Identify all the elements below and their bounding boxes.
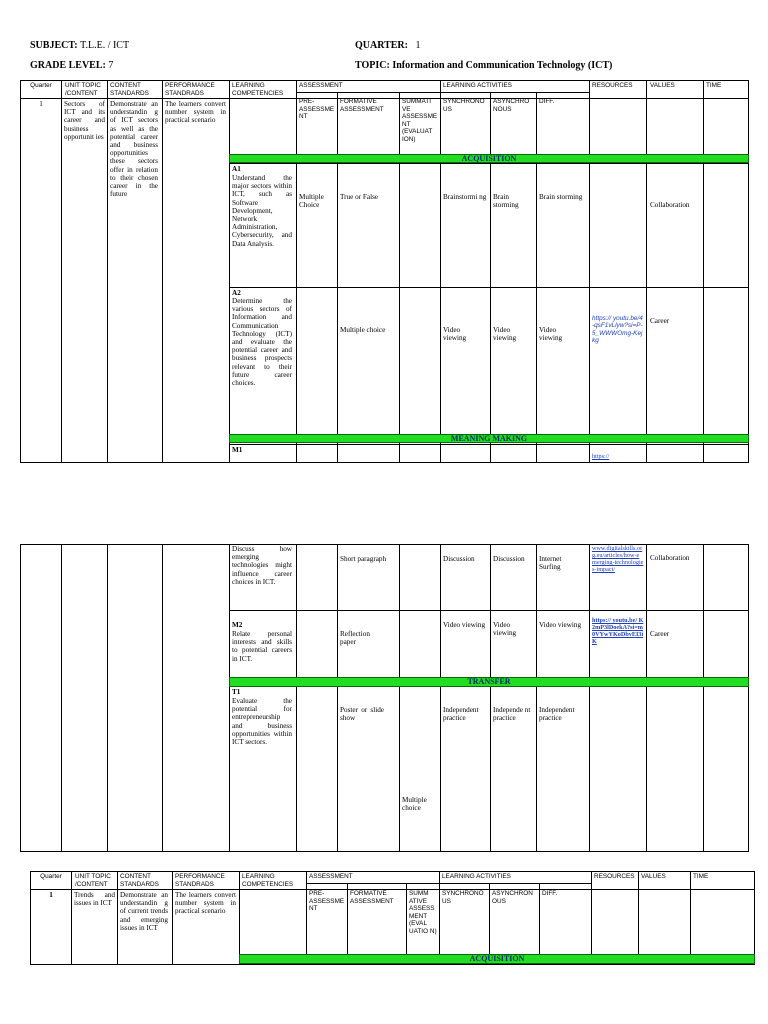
quarter-value-cell: 1	[49, 891, 53, 899]
th-learning-activities: LEARNING ACTIVITIES	[442, 873, 511, 880]
t1-diff: Independent practice	[539, 706, 575, 723]
th-performance-standards: PERFORMANCE STANDRADS	[165, 82, 215, 97]
th-performance-standards: PERFORMANCE STANDRADS	[175, 873, 225, 888]
th-formative: FORMATIVE ASSESSMENT	[350, 890, 394, 905]
acquisition-band: ACQUISITION	[229, 154, 749, 163]
m2-formative: Reflection paper	[340, 630, 370, 647]
acquisition-band: ACQUISITION	[239, 954, 755, 964]
th-unit-topic: UNIT TOPIC /CONTENT	[65, 82, 101, 97]
th-learning-competencies: LEARNING COMPETENCIES	[242, 873, 294, 888]
a1-pre-assessment: Multiple Choice	[299, 193, 324, 210]
th-time: TIME	[693, 873, 709, 880]
col-line	[239, 871, 240, 965]
grade-label: GRADE LEVEL:	[30, 60, 106, 71]
th-time: TIME	[706, 82, 722, 89]
col-line	[439, 871, 440, 965]
subject-label: SUBJECT:	[30, 40, 78, 51]
content-standard-cell: Demonstrate an understandin g of ICT sectors as well as the potential career and business opportunities these sectors offer in relation to their chosen career in the future	[110, 100, 158, 199]
th-summative: SUMM ATIVE ASSESS MENT (EVAL UATIO N)	[409, 890, 437, 935]
a2-value: Career	[650, 317, 670, 325]
th-assessment: ASSESSMENT	[299, 82, 343, 89]
row-line	[30, 871, 754, 872]
m2-diff: Video viewing	[539, 621, 582, 629]
th-quarter: Quarter	[30, 82, 52, 89]
a1-competency: Understand the major sectors within ICT, such as Software Development, Network Administration, Cybersecurity, and Data Analysis.	[232, 174, 292, 248]
m1-resource-link[interactable]: www.digitalskills.org.eu/articles/how-emerging-technologies-impact/	[592, 545, 644, 573]
col-line	[172, 871, 173, 965]
th-resources: RESOURCES	[592, 82, 633, 89]
a2-diff: Video viewing	[539, 326, 563, 343]
m1-synchronous: Discussion	[443, 555, 475, 563]
col-line	[71, 871, 72, 965]
th-content-standards: CONTENT STANDARDS	[110, 82, 149, 97]
col-line	[117, 871, 118, 965]
col-line	[638, 871, 639, 965]
m1-competency: Discuss how emerging technologies might influence career choices in ICT.	[232, 545, 292, 586]
m2-competency: Relate personal interests and skills to potential careers in ICT.	[232, 630, 292, 663]
a1-code: A1	[232, 165, 241, 173]
a2-resource-link[interactable]: https:// youtu.be/4-qsF1vLlyw?si=P-5_WWWOmg-Kejkg	[592, 315, 643, 345]
t1-code: T1	[232, 688, 241, 696]
t1-competency: Evaluate the potential for entrepreneurship and business opportunities within ICT sectors.	[232, 697, 292, 747]
m2-asynchronous: Video viewing	[493, 621, 517, 638]
a1-formative: True or False	[340, 193, 379, 201]
col-line	[690, 871, 691, 965]
content-standard-cell: Demonstrate an understandin g of current trends and emerging issues in ICT	[120, 891, 168, 932]
t1-formative: Poster or slide show	[340, 706, 384, 723]
a1-synchronous: Brainstormi ng	[443, 193, 487, 201]
th-diff: DIFF.	[539, 98, 555, 105]
t1-asynchronous: Independe nt practice	[493, 706, 531, 723]
th-values: VALUES	[641, 873, 666, 880]
topic-value: Information and Communication Technology (ICT)	[392, 60, 613, 71]
m1-value: Collaboration	[650, 554, 690, 562]
th-pre-assessment: PRE-ASSESSME NT	[299, 98, 335, 121]
th-asynchronous: ASYNCHRO NOUS	[493, 98, 530, 113]
a2-asynchronous: Video viewing	[493, 326, 517, 343]
col-line	[539, 883, 540, 965]
col-line	[306, 871, 307, 965]
th-quarter: Quarter	[40, 873, 62, 880]
a2-formative: Multiple choice	[340, 326, 386, 334]
col-line	[30, 871, 31, 965]
t1-synchronous: Independent practice	[443, 706, 479, 723]
th-values: VALUES	[650, 82, 675, 89]
a2-synchronous: Video viewing	[443, 326, 467, 343]
th-summative: SUMMATI VE ASSESSME NT (EVALUAT ION)	[402, 98, 438, 143]
row-line	[306, 883, 439, 884]
th-pre-assessment: PRE-ASSESSME NT	[309, 890, 345, 913]
th-synchronous: SYNCHRONO US	[443, 98, 485, 113]
m1-diff: Internet Surfing	[539, 555, 562, 572]
meaning-making-band: MEANING MAKING	[229, 434, 749, 443]
col-line	[406, 883, 407, 965]
th-learning-competencies: LEARNING COMPETENCIES	[232, 82, 284, 97]
quarter-value: 1	[415, 40, 421, 51]
th-unit-topic: UNIT TOPIC /CONTENT	[75, 873, 111, 888]
t1-summative: Multiple choice	[402, 796, 427, 813]
th-assessment: ASSESSMENT	[309, 873, 353, 880]
m2-synchronous: Video viewing	[443, 621, 486, 629]
performance-standard-cell: The learners convert number system in practical scenario	[165, 100, 226, 125]
topic-label: TOPIC:	[355, 60, 390, 71]
a2-competency: Determine the various sectors of Information and Communication Technology (ICT) and evaluate the potential career and business prospects relevant to their future career choices.	[232, 297, 292, 388]
quarter-label: QUARTER:	[355, 40, 408, 51]
m2-resource-link[interactable]: https:// youtu.be/ K2mP3lDoekA?si=m0VYwYKoDbvEI3iK	[592, 617, 644, 645]
th-content-standards: CONTENT STANDARDS	[120, 873, 159, 888]
a1-asynchronous: Brain storming	[493, 193, 519, 210]
col-line	[489, 883, 490, 965]
m2-code: M2	[232, 621, 243, 629]
a1-diff: Brain storming	[539, 193, 583, 201]
th-diff: DIFF.	[542, 890, 558, 897]
unit-topic-cell: Trends and issues in ICT	[74, 891, 115, 908]
m1-formative: Short paragraph	[340, 555, 387, 563]
th-asynchronous: ASYNCHRON OUS	[492, 890, 533, 905]
th-synchronous: SYNCHRONO US	[442, 890, 484, 905]
row-line	[30, 964, 754, 965]
quarter-value-cell: 1	[39, 100, 43, 108]
performance-standard-cell: The learners convert number system in practical scenario	[175, 891, 236, 916]
col-line	[347, 883, 348, 965]
grade-value: 7	[108, 60, 114, 71]
unit-topic-cell: Sectors of ICT and its career and business opportunit ies	[64, 100, 105, 141]
th-formative: FORMATIVE ASSESSMENT	[340, 98, 384, 113]
col-line	[591, 871, 592, 965]
m1-asynchronous: Discussion	[493, 555, 525, 563]
a1-value: Collaboration	[650, 201, 690, 209]
th-resources: RESOURCES	[594, 873, 635, 880]
subject-value: T.L.E. / ICT	[80, 40, 130, 51]
m2-value: Career	[650, 630, 670, 638]
m1-resource-link-start[interactable]: https://	[592, 453, 610, 460]
col-line	[754, 871, 755, 965]
m1-code: M1	[232, 446, 243, 454]
transfer-band: TRANSFER	[229, 677, 749, 687]
row-line	[439, 883, 591, 884]
a2-code: A2	[232, 289, 241, 297]
th-learning-activities: LEARNING ACTIVITIES	[443, 82, 512, 89]
